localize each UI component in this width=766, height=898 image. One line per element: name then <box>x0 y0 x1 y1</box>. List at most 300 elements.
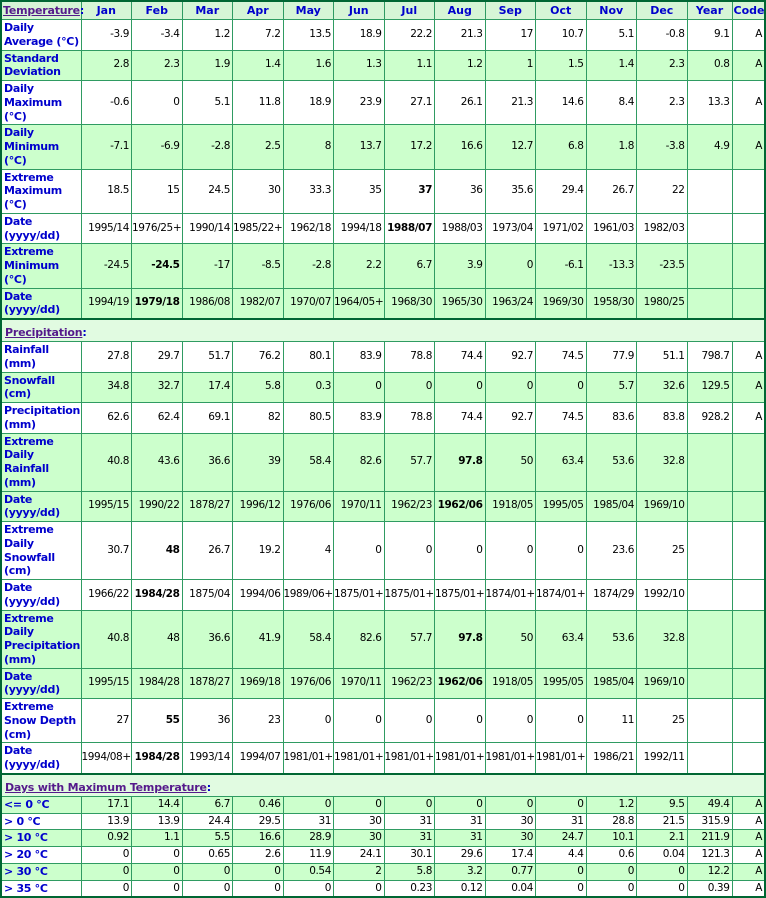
col-header-jul: Jul <box>384 1 435 20</box>
data-cell: 0 <box>334 796 385 813</box>
data-cell <box>732 244 765 288</box>
data-cell: 28.9 <box>283 830 334 847</box>
col-header-aug: Aug <box>435 1 486 20</box>
data-cell: 17.4 <box>182 372 233 403</box>
data-cell: 1969/18 <box>233 668 284 699</box>
data-cell: 32.7 <box>132 372 183 403</box>
table-row <box>1 50 765 81</box>
row-label: <= 0 °C <box>1 796 81 813</box>
table-row <box>1 403 765 434</box>
data-cell: 31 <box>536 813 587 830</box>
data-cell: 1963/24 <box>485 288 536 319</box>
data-cell: 1995/15 <box>81 491 132 522</box>
data-cell: 2.6 <box>233 847 284 864</box>
data-cell: 0 <box>81 863 132 880</box>
data-cell: 17.1 <box>81 796 132 813</box>
table-row <box>1 20 765 51</box>
data-cell: 0 <box>132 880 183 897</box>
data-cell: 0 <box>536 522 587 580</box>
section-colon: : <box>82 326 87 339</box>
table-row <box>1 372 765 403</box>
section-colon: : <box>79 4 85 17</box>
row-label: Extreme Daily Precipitation (mm) <box>1 610 81 668</box>
data-cell: 2.8 <box>81 50 132 81</box>
data-cell: 4 <box>283 522 334 580</box>
row-label: Extreme Snow Depth (cm) <box>1 699 81 743</box>
data-cell: 4.4 <box>536 847 587 864</box>
data-cell: 0 <box>637 863 688 880</box>
data-cell: 1958/30 <box>586 288 637 319</box>
data-cell: 40.8 <box>81 610 132 668</box>
data-cell <box>687 433 732 491</box>
data-cell: 14.4 <box>132 796 183 813</box>
data-cell: 23.6 <box>586 522 637 580</box>
data-cell: 1993/14 <box>182 743 233 774</box>
data-cell: 0 <box>536 372 587 403</box>
data-cell: 0 <box>81 847 132 864</box>
data-cell: 1875/01+ <box>334 580 385 611</box>
data-cell: 50 <box>485 610 536 668</box>
data-cell: 1995/15 <box>81 668 132 699</box>
data-cell: 1982/07 <box>233 288 284 319</box>
data-cell: 1970/07 <box>283 288 334 319</box>
data-cell: 76.2 <box>233 342 284 373</box>
data-cell: 50 <box>485 433 536 491</box>
row-label: Daily Minimum (°C) <box>1 125 81 169</box>
data-cell: 1875/01+ <box>384 580 435 611</box>
data-cell: -3.9 <box>81 20 132 51</box>
row-label: > 0 °C <box>1 813 81 830</box>
data-cell: 29.6 <box>435 847 486 864</box>
data-cell: 0 <box>132 81 183 125</box>
data-cell: 121.3 <box>687 847 732 864</box>
data-cell: 58.4 <box>283 433 334 491</box>
data-cell: 0 <box>233 880 284 897</box>
data-cell: A <box>732 830 765 847</box>
data-cell: 13.7 <box>334 125 385 169</box>
data-cell: 1.1 <box>384 50 435 81</box>
data-cell: 1962/06 <box>435 491 486 522</box>
data-cell: 1.2 <box>182 20 233 51</box>
data-cell: 13.9 <box>132 813 183 830</box>
data-cell: 8.4 <box>586 81 637 125</box>
table-row <box>1 830 765 847</box>
data-cell: 0 <box>536 880 587 897</box>
row-label: Date (yyyy/dd) <box>1 580 81 611</box>
data-cell: 74.5 <box>536 342 587 373</box>
data-cell <box>732 522 765 580</box>
data-cell: -0.6 <box>81 81 132 125</box>
data-cell: -3.8 <box>637 125 688 169</box>
data-cell: 83.6 <box>586 403 637 434</box>
table-row <box>1 169 765 213</box>
data-cell: 1981/01+ <box>334 743 385 774</box>
data-cell: 0 <box>334 372 385 403</box>
data-cell: -0.8 <box>637 20 688 51</box>
data-cell: 62.4 <box>132 403 183 434</box>
data-cell: 36 <box>182 699 233 743</box>
data-cell: 53.6 <box>586 433 637 491</box>
data-cell: 4.9 <box>687 125 732 169</box>
data-cell: 0 <box>485 796 536 813</box>
data-cell: 1874/29 <box>586 580 637 611</box>
data-cell: 1961/03 <box>586 213 637 244</box>
data-cell: -6.9 <box>132 125 183 169</box>
data-cell: 1965/30 <box>435 288 486 319</box>
table-row <box>1 288 765 319</box>
data-cell: 5.1 <box>586 20 637 51</box>
data-cell: -17 <box>182 244 233 288</box>
data-cell: 83.8 <box>637 403 688 434</box>
data-cell: 63.4 <box>536 433 587 491</box>
data-cell: A <box>732 342 765 373</box>
data-cell: 24.7 <box>536 830 587 847</box>
data-cell: 24.4 <box>182 813 233 830</box>
data-cell: 10.7 <box>536 20 587 51</box>
data-cell: 0 <box>435 522 486 580</box>
data-cell: 1.1 <box>132 830 183 847</box>
row-label: Snowfall (cm) <box>1 372 81 403</box>
data-cell <box>687 491 732 522</box>
data-cell: 1878/27 <box>182 668 233 699</box>
data-cell <box>732 213 765 244</box>
data-cell: 55 <box>132 699 183 743</box>
data-cell: 30 <box>485 830 536 847</box>
data-cell: 0.12 <box>435 880 486 897</box>
data-cell: 26.7 <box>586 169 637 213</box>
data-cell: 83.9 <box>334 403 385 434</box>
data-cell: 1969/10 <box>637 491 688 522</box>
col-header-feb: Feb <box>132 1 183 20</box>
data-cell: 23 <box>233 699 284 743</box>
data-cell <box>687 610 732 668</box>
data-cell: 1981/01+ <box>435 743 486 774</box>
data-cell: 1.8 <box>586 125 637 169</box>
data-cell: 12.2 <box>687 863 732 880</box>
data-cell <box>732 288 765 319</box>
data-cell: 36.6 <box>182 610 233 668</box>
data-cell: 35.6 <box>485 169 536 213</box>
data-cell: A <box>732 20 765 51</box>
data-cell: 1994/19 <box>81 288 132 319</box>
row-label: Date (yyyy/dd) <box>1 668 81 699</box>
col-header-mar: Mar <box>182 1 233 20</box>
data-cell <box>687 743 732 774</box>
data-cell: 1984/28 <box>132 580 183 611</box>
data-cell: 21.3 <box>435 20 486 51</box>
data-cell: 0.23 <box>384 880 435 897</box>
table-row <box>1 81 765 125</box>
data-cell: 28.8 <box>586 813 637 830</box>
data-cell: 18.5 <box>81 169 132 213</box>
data-cell: 1.6 <box>283 50 334 81</box>
data-cell: 74.4 <box>435 403 486 434</box>
data-cell: 1976/25+ <box>132 213 183 244</box>
data-cell: 1996/12 <box>233 491 284 522</box>
data-cell: 1971/02 <box>536 213 587 244</box>
data-cell: 0 <box>334 522 385 580</box>
data-cell: 49.4 <box>687 796 732 813</box>
data-cell: A <box>732 50 765 81</box>
data-cell: 0.04 <box>485 880 536 897</box>
data-cell: 29.4 <box>536 169 587 213</box>
table-row <box>1 213 765 244</box>
col-header-jan: Jan <box>81 1 132 20</box>
data-cell: 18.9 <box>283 81 334 125</box>
row-label: > 20 °C <box>1 847 81 864</box>
data-cell: 30.1 <box>384 847 435 864</box>
row-label: > 10 °C <box>1 830 81 847</box>
section-header-temperature <box>1 1 85 20</box>
data-cell: 27.1 <box>384 81 435 125</box>
data-cell: 16.6 <box>435 125 486 169</box>
data-cell: 3.2 <box>435 863 486 880</box>
data-cell: 2.2 <box>334 244 385 288</box>
data-cell: 0 <box>132 847 183 864</box>
data-cell: 1984/28 <box>132 668 183 699</box>
section-link-days-with-maximum-temperature[interactable]: Days with Maximum Temperature <box>5 780 207 794</box>
data-cell: 21.5 <box>637 813 688 830</box>
table-row <box>1 580 765 611</box>
table-row <box>1 522 765 580</box>
row-label: Daily Maximum (°C) <box>1 81 81 125</box>
data-cell: 80.5 <box>283 403 334 434</box>
data-cell: 1995/14 <box>81 213 132 244</box>
data-cell: 1986/21 <box>586 743 637 774</box>
data-cell: 315.9 <box>687 813 732 830</box>
data-cell: 57.7 <box>384 610 435 668</box>
data-cell: 9.1 <box>687 20 732 51</box>
data-cell: 1964/05+ <box>334 288 385 319</box>
table-row <box>1 342 765 373</box>
data-cell: 1875/04 <box>182 580 233 611</box>
row-label: Extreme Maximum (°C) <box>1 169 81 213</box>
data-cell: 211.9 <box>687 830 732 847</box>
data-cell <box>732 610 765 668</box>
table-row <box>1 743 765 774</box>
data-cell: A <box>732 813 765 830</box>
data-cell: 9.5 <box>637 796 688 813</box>
data-cell: 22.2 <box>384 20 435 51</box>
row-label: > 35 °C <box>1 880 81 897</box>
data-cell: 0 <box>132 863 183 880</box>
col-header-dec: Dec <box>637 1 688 20</box>
data-cell: 1.4 <box>233 50 284 81</box>
data-cell: 33.3 <box>283 169 334 213</box>
data-cell: 1981/01+ <box>485 743 536 774</box>
data-cell: 1878/27 <box>182 491 233 522</box>
table-row <box>1 796 765 813</box>
data-cell <box>687 668 732 699</box>
data-cell: 0 <box>485 244 536 288</box>
col-header-sep: Sep <box>485 1 536 20</box>
data-cell: 10.1 <box>586 830 637 847</box>
data-cell: 32.8 <box>637 610 688 668</box>
section-colon: : <box>206 780 212 794</box>
row-label: Rainfall (mm) <box>1 342 81 373</box>
data-cell: 1875/01+ <box>435 580 486 611</box>
data-cell: 1988/07 <box>384 213 435 244</box>
data-cell: 24.1 <box>334 847 385 864</box>
data-cell: -6.1 <box>536 244 587 288</box>
data-cell: 1969/10 <box>637 668 688 699</box>
data-cell <box>732 580 765 611</box>
data-cell: 1982/03 <box>637 213 688 244</box>
data-cell: 6.8 <box>536 125 587 169</box>
data-cell: 82 <box>233 403 284 434</box>
data-cell: 928.2 <box>687 403 732 434</box>
data-cell: 1986/08 <box>182 288 233 319</box>
data-cell: 1962/23 <box>384 668 435 699</box>
row-label: Daily Average (°C) <box>1 20 81 51</box>
data-cell: 57.7 <box>384 433 435 491</box>
data-cell: 19.2 <box>233 522 284 580</box>
data-cell: 18.9 <box>334 20 385 51</box>
data-cell: 97.8 <box>435 433 486 491</box>
data-cell: 27 <box>81 699 132 743</box>
data-cell: 1.2 <box>586 796 637 813</box>
data-cell: 1981/01+ <box>283 743 334 774</box>
data-cell: 0 <box>435 372 486 403</box>
data-cell: 0 <box>334 699 385 743</box>
data-cell <box>687 244 732 288</box>
data-cell: 1.3 <box>334 50 385 81</box>
row-label: Extreme Daily Rainfall (mm) <box>1 433 81 491</box>
data-cell: 1989/06+ <box>283 580 334 611</box>
data-cell <box>732 743 765 774</box>
data-cell: -3.4 <box>132 20 183 51</box>
data-cell: 6.7 <box>384 244 435 288</box>
data-cell: 31 <box>384 813 435 830</box>
data-cell: 1.9 <box>182 50 233 81</box>
data-cell: 0.54 <box>283 863 334 880</box>
data-cell: 1985/22+ <box>233 213 284 244</box>
col-header-code: Code <box>732 1 765 20</box>
data-cell: 53.6 <box>586 610 637 668</box>
data-cell: 74.5 <box>536 403 587 434</box>
data-cell: 92.7 <box>485 403 536 434</box>
data-cell: 78.8 <box>384 403 435 434</box>
data-cell: 40.8 <box>81 433 132 491</box>
data-cell: 0 <box>586 880 637 897</box>
data-cell: 1995/05 <box>536 668 587 699</box>
data-cell: 1994/06 <box>233 580 284 611</box>
data-cell: 29.5 <box>233 813 284 830</box>
data-cell: 32.6 <box>637 372 688 403</box>
data-cell: 1994/18 <box>334 213 385 244</box>
row-label: Extreme Daily Snowfall (cm) <box>1 522 81 580</box>
data-cell: 0 <box>536 796 587 813</box>
data-cell: -23.5 <box>637 244 688 288</box>
data-cell: A <box>732 125 765 169</box>
data-cell: 7.2 <box>233 20 284 51</box>
data-cell: 1.4 <box>586 50 637 81</box>
data-cell: 14.6 <box>536 81 587 125</box>
data-cell: 0 <box>485 372 536 403</box>
data-cell: 17.4 <box>485 847 536 864</box>
data-cell: -24.5 <box>132 244 183 288</box>
data-cell: 0.6 <box>586 847 637 864</box>
data-cell: 26.7 <box>182 522 233 580</box>
data-cell: 1976/06 <box>283 491 334 522</box>
section-link-temperature[interactable]: Temperature <box>3 4 80 17</box>
data-cell: 21.3 <box>485 81 536 125</box>
data-cell: 1.5 <box>536 50 587 81</box>
data-cell: 34.8 <box>81 372 132 403</box>
data-cell: 0 <box>283 880 334 897</box>
data-cell: 31 <box>435 830 486 847</box>
section-row-days-with-maximum-temperature <box>1 774 765 797</box>
data-cell: 0 <box>536 699 587 743</box>
data-cell: 1969/30 <box>536 288 587 319</box>
data-cell: 29.7 <box>132 342 183 373</box>
row-label: Extreme Minimum (°C) <box>1 244 81 288</box>
data-cell: 17.2 <box>384 125 435 169</box>
data-cell: 0 <box>485 699 536 743</box>
data-cell: 5.5 <box>182 830 233 847</box>
data-cell: 0 <box>283 796 334 813</box>
col-header-apr: Apr <box>233 1 284 20</box>
data-cell: 1981/01+ <box>536 743 587 774</box>
data-cell <box>687 699 732 743</box>
table-row <box>1 847 765 864</box>
data-cell: 82.6 <box>334 610 385 668</box>
table-row <box>1 699 765 743</box>
row-label: > 30 °C <box>1 863 81 880</box>
col-header-nov: Nov <box>586 1 637 20</box>
data-cell: 13.3 <box>687 81 732 125</box>
data-cell: 27.8 <box>81 342 132 373</box>
data-cell: A <box>732 796 765 813</box>
data-cell: 1968/30 <box>384 288 435 319</box>
data-cell: 48 <box>132 522 183 580</box>
data-cell: 0 <box>485 522 536 580</box>
data-cell: 1992/11 <box>637 743 688 774</box>
data-cell: 16.6 <box>233 830 284 847</box>
table-row <box>1 125 765 169</box>
data-cell: 1.2 <box>435 50 486 81</box>
data-cell: 1990/22 <box>132 491 183 522</box>
data-cell: 63.4 <box>536 610 587 668</box>
data-cell <box>732 169 765 213</box>
data-cell: 1874/01+ <box>485 580 536 611</box>
data-cell: 48 <box>132 610 183 668</box>
data-cell: 1962/06 <box>435 668 486 699</box>
data-cell: 1985/04 <box>586 491 637 522</box>
data-cell: 31 <box>384 830 435 847</box>
data-cell: 1966/22 <box>81 580 132 611</box>
data-cell: 11 <box>586 699 637 743</box>
data-cell: 0 <box>384 372 435 403</box>
data-cell: 26.1 <box>435 81 486 125</box>
data-cell: 0 <box>586 863 637 880</box>
data-cell: 69.1 <box>182 403 233 434</box>
data-cell: 13.5 <box>283 20 334 51</box>
data-cell: 0 <box>384 522 435 580</box>
data-cell: 5.8 <box>233 372 284 403</box>
data-cell: 22 <box>637 169 688 213</box>
data-cell: A <box>732 81 765 125</box>
table-row <box>1 491 765 522</box>
data-cell: 35 <box>334 169 385 213</box>
data-cell: 32.8 <box>637 433 688 491</box>
section-link-precipitation[interactable]: Precipitation <box>5 326 83 339</box>
data-cell <box>687 213 732 244</box>
data-cell: 0.65 <box>182 847 233 864</box>
data-cell: 0.3 <box>283 372 334 403</box>
data-cell: 30.7 <box>81 522 132 580</box>
data-cell: 0 <box>435 796 486 813</box>
